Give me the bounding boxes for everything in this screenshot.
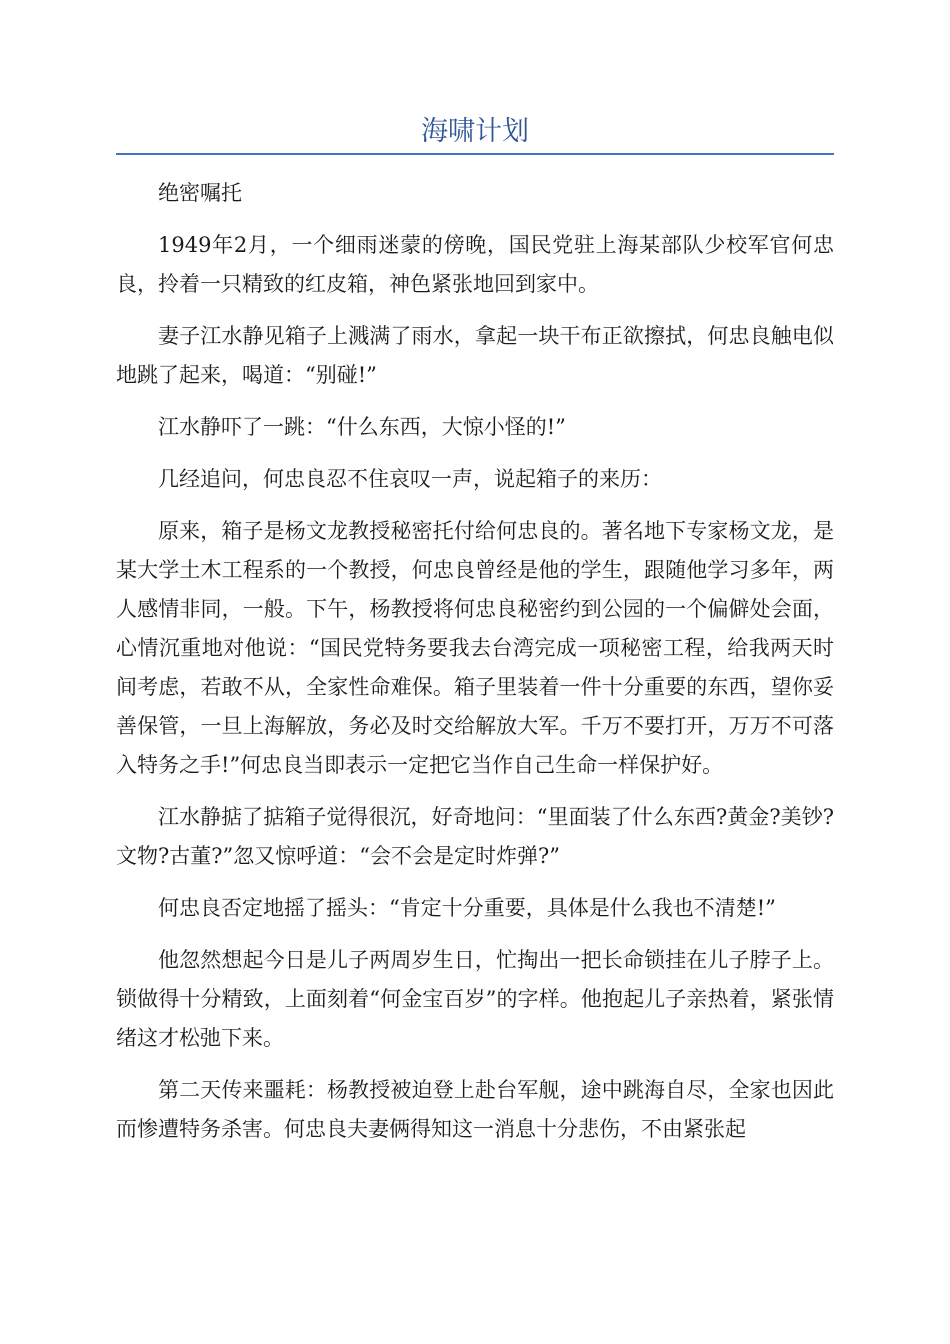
title-underline: [116, 153, 834, 155]
paragraph: 1949年2月，一个细雨迷蒙的傍晚，国民党驻上海某部队少校军官何忠良，拎着一只精致的红皮箱，神色紧张地回到家中。: [116, 233, 834, 296]
paragraph: 第二天传来噩耗：杨教授被迫登上赴台军舰，途中跳海自尽，全家也因此而惨遭特务杀害。何忠良夫妻俩得知这一消息十分悲伤，不由紧张起: [116, 1078, 834, 1141]
paragraph: 何忠良否定地摇了摇头：“肯定十分重要，具体是什么我也不清楚!”: [158, 896, 776, 920]
paragraph: 江水静掂了掂箱子觉得很沉，好奇地问：“里面装了什么东西?黄金?美钞?文物?古董?”忽又惊呼道：“会不会是定时炸弹?”: [116, 805, 834, 868]
paragraph: 他忽然想起今日是儿子两周岁生日，忙掏出一把长命锁挂在儿子脖子上。锁做得十分精致，上面刻着“何金宝百岁”的字样。他抱起儿子亲热着，紧张情绪这才松弛下来。: [116, 948, 834, 1050]
paragraph: 原来，箱子是杨文龙教授秘密托付给何忠良的。著名地下专家杨文龙，是某大学土木工程系的一个教授，何忠良曾经是他的学生，跟随他学习多年，两人感情非同，一般。下午，杨教授将何忠良秘密约到公园的一个偏僻处会面，心情沉重地对他说：“国民党特务要我去台湾完成一项秘密工程，给我两天时间考虑，若敢不从，全家性命难保。箱子里装着一件十分重要的东西，望你妥善保管，一旦上海解放，务必及时交给解放大军。千万不要打开，万万不可落入特务之手!”何忠良当即表示一定把它当作自己生命一样保护好。: [116, 519, 834, 777]
paragraph: 江水静吓了一跳：“什么东西，大惊小怪的!”: [158, 415, 566, 439]
paragraph: 妻子江水静见箱子上溅满了雨水，拿起一块干布正欲擦拭，何忠良触电似地跳了起来，喝道：“别碰!”: [116, 324, 834, 387]
paragraph: 几经追问，何忠良忍不住哀叹一声，说起箱子的来历：: [158, 467, 662, 491]
section-heading: 绝密嘱托: [158, 181, 242, 205]
document-body: [116, 174, 834, 1162]
document-title: 海啸计划: [421, 116, 529, 147]
